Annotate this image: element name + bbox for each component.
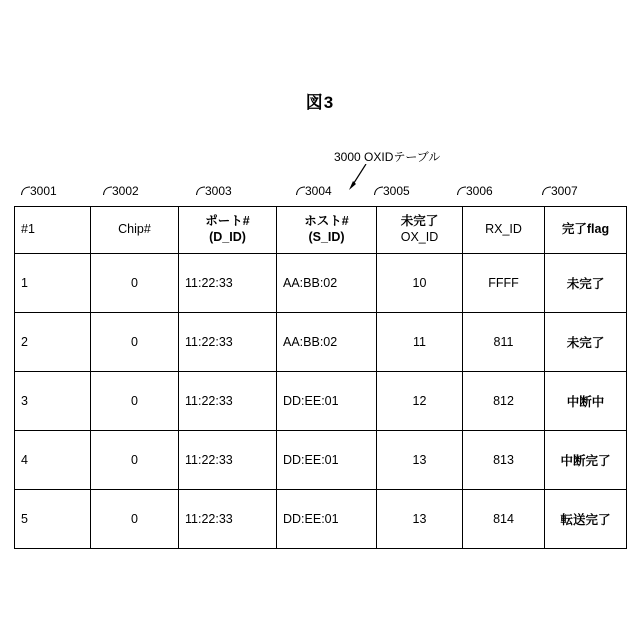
- table-header-row: [15, 207, 627, 254]
- cell-port: 11:22:33: [179, 313, 277, 372]
- cell-index: 3: [15, 372, 91, 431]
- cell-flag: 未完了: [545, 313, 627, 372]
- column-header-line1: 未完了: [400, 214, 439, 229]
- cell-oxid: 13: [377, 431, 463, 490]
- cell-port: 11:22:33: [179, 431, 277, 490]
- cell-port: 11:22:33: [179, 254, 277, 313]
- reference-number: [383, 184, 410, 198]
- cell-host: DD:EE:01: [277, 431, 377, 490]
- cell-flag: 中断中: [545, 372, 627, 431]
- column-header-line2: (D_ID): [209, 230, 246, 244]
- leader-hook-icon: [542, 186, 551, 196]
- reference-number-label: 3007: [551, 184, 578, 198]
- cell-oxid: 13: [377, 490, 463, 549]
- reference-number-label: 3001: [30, 184, 57, 198]
- table-row: [15, 313, 627, 372]
- cell-chip: 0: [91, 490, 179, 549]
- leader-hook-icon: [296, 186, 305, 196]
- reference-number-label: 3002: [112, 184, 139, 198]
- cell-rxid: 811: [463, 313, 545, 372]
- column-header-line2: OX_ID: [400, 230, 439, 244]
- leader-hook-icon: [196, 186, 205, 196]
- leader-hook-icon: [457, 186, 466, 196]
- column-header-line1: RX_ID: [485, 222, 522, 237]
- cell-oxid: 12: [377, 372, 463, 431]
- reference-number-group: [0, 178, 640, 208]
- cell-index: 4: [15, 431, 91, 490]
- cell-chip: 0: [91, 372, 179, 431]
- cell-rxid: FFFF: [463, 254, 545, 313]
- reference-number: [466, 184, 493, 198]
- cell-host: AA:BB:02: [277, 254, 377, 313]
- column-header-line1: Chip#: [118, 222, 151, 237]
- column-header-line1: ポート#: [205, 214, 250, 229]
- reference-number-label: 3006: [466, 184, 493, 198]
- column-header-line2: (S_ID): [308, 230, 345, 244]
- cell-chip: 0: [91, 313, 179, 372]
- column-header-line1: ホスト#: [304, 214, 349, 229]
- column-header-host: [277, 207, 377, 254]
- oxid-table: [14, 206, 627, 549]
- column-header-rxid: [463, 207, 545, 254]
- reference-number-label: 3005: [383, 184, 410, 198]
- leader-hook-icon: [21, 186, 30, 196]
- reference-number: [112, 184, 139, 198]
- reference-number: [30, 184, 57, 198]
- column-header-line1: 完了flag: [561, 222, 610, 237]
- reference-number: [551, 184, 578, 198]
- cell-port: 11:22:33: [179, 490, 277, 549]
- cell-host: AA:BB:02: [277, 313, 377, 372]
- reference-number-label: 3003: [205, 184, 232, 198]
- cell-host: DD:EE:01: [277, 490, 377, 549]
- table-caption: 3000 OXIDテーブル: [334, 150, 441, 164]
- cell-flag: 中断完了: [545, 431, 627, 490]
- column-header-index: [15, 207, 91, 254]
- cell-chip: 0: [91, 431, 179, 490]
- column-header-port: [179, 207, 277, 254]
- cell-index: 1: [15, 254, 91, 313]
- table-row: [15, 254, 627, 313]
- cell-rxid: 812: [463, 372, 545, 431]
- reference-number: [305, 184, 332, 198]
- cell-host: DD:EE:01: [277, 372, 377, 431]
- column-header-oxid: [377, 207, 463, 254]
- column-header-line1: #1: [21, 222, 35, 237]
- column-header-chip: [91, 207, 179, 254]
- cell-port: 11:22:33: [179, 372, 277, 431]
- reference-number: [205, 184, 232, 198]
- cell-index: 2: [15, 313, 91, 372]
- table-row: [15, 431, 627, 490]
- leader-hook-icon: [374, 186, 383, 196]
- cell-rxid: 814: [463, 490, 545, 549]
- cell-flag: 未完了: [545, 254, 627, 313]
- table-row: [15, 372, 627, 431]
- cell-oxid: 10: [377, 254, 463, 313]
- column-header-flag: [545, 207, 627, 254]
- cell-chip: 0: [91, 254, 179, 313]
- reference-number-label: 3004: [305, 184, 332, 198]
- cell-rxid: 813: [463, 431, 545, 490]
- cell-index: 5: [15, 490, 91, 549]
- cell-flag: 転送完了: [545, 490, 627, 549]
- leader-hook-icon: [103, 186, 112, 196]
- table-row: [15, 490, 627, 549]
- cell-oxid: 11: [377, 313, 463, 372]
- figure-title: 図3: [305, 93, 335, 112]
